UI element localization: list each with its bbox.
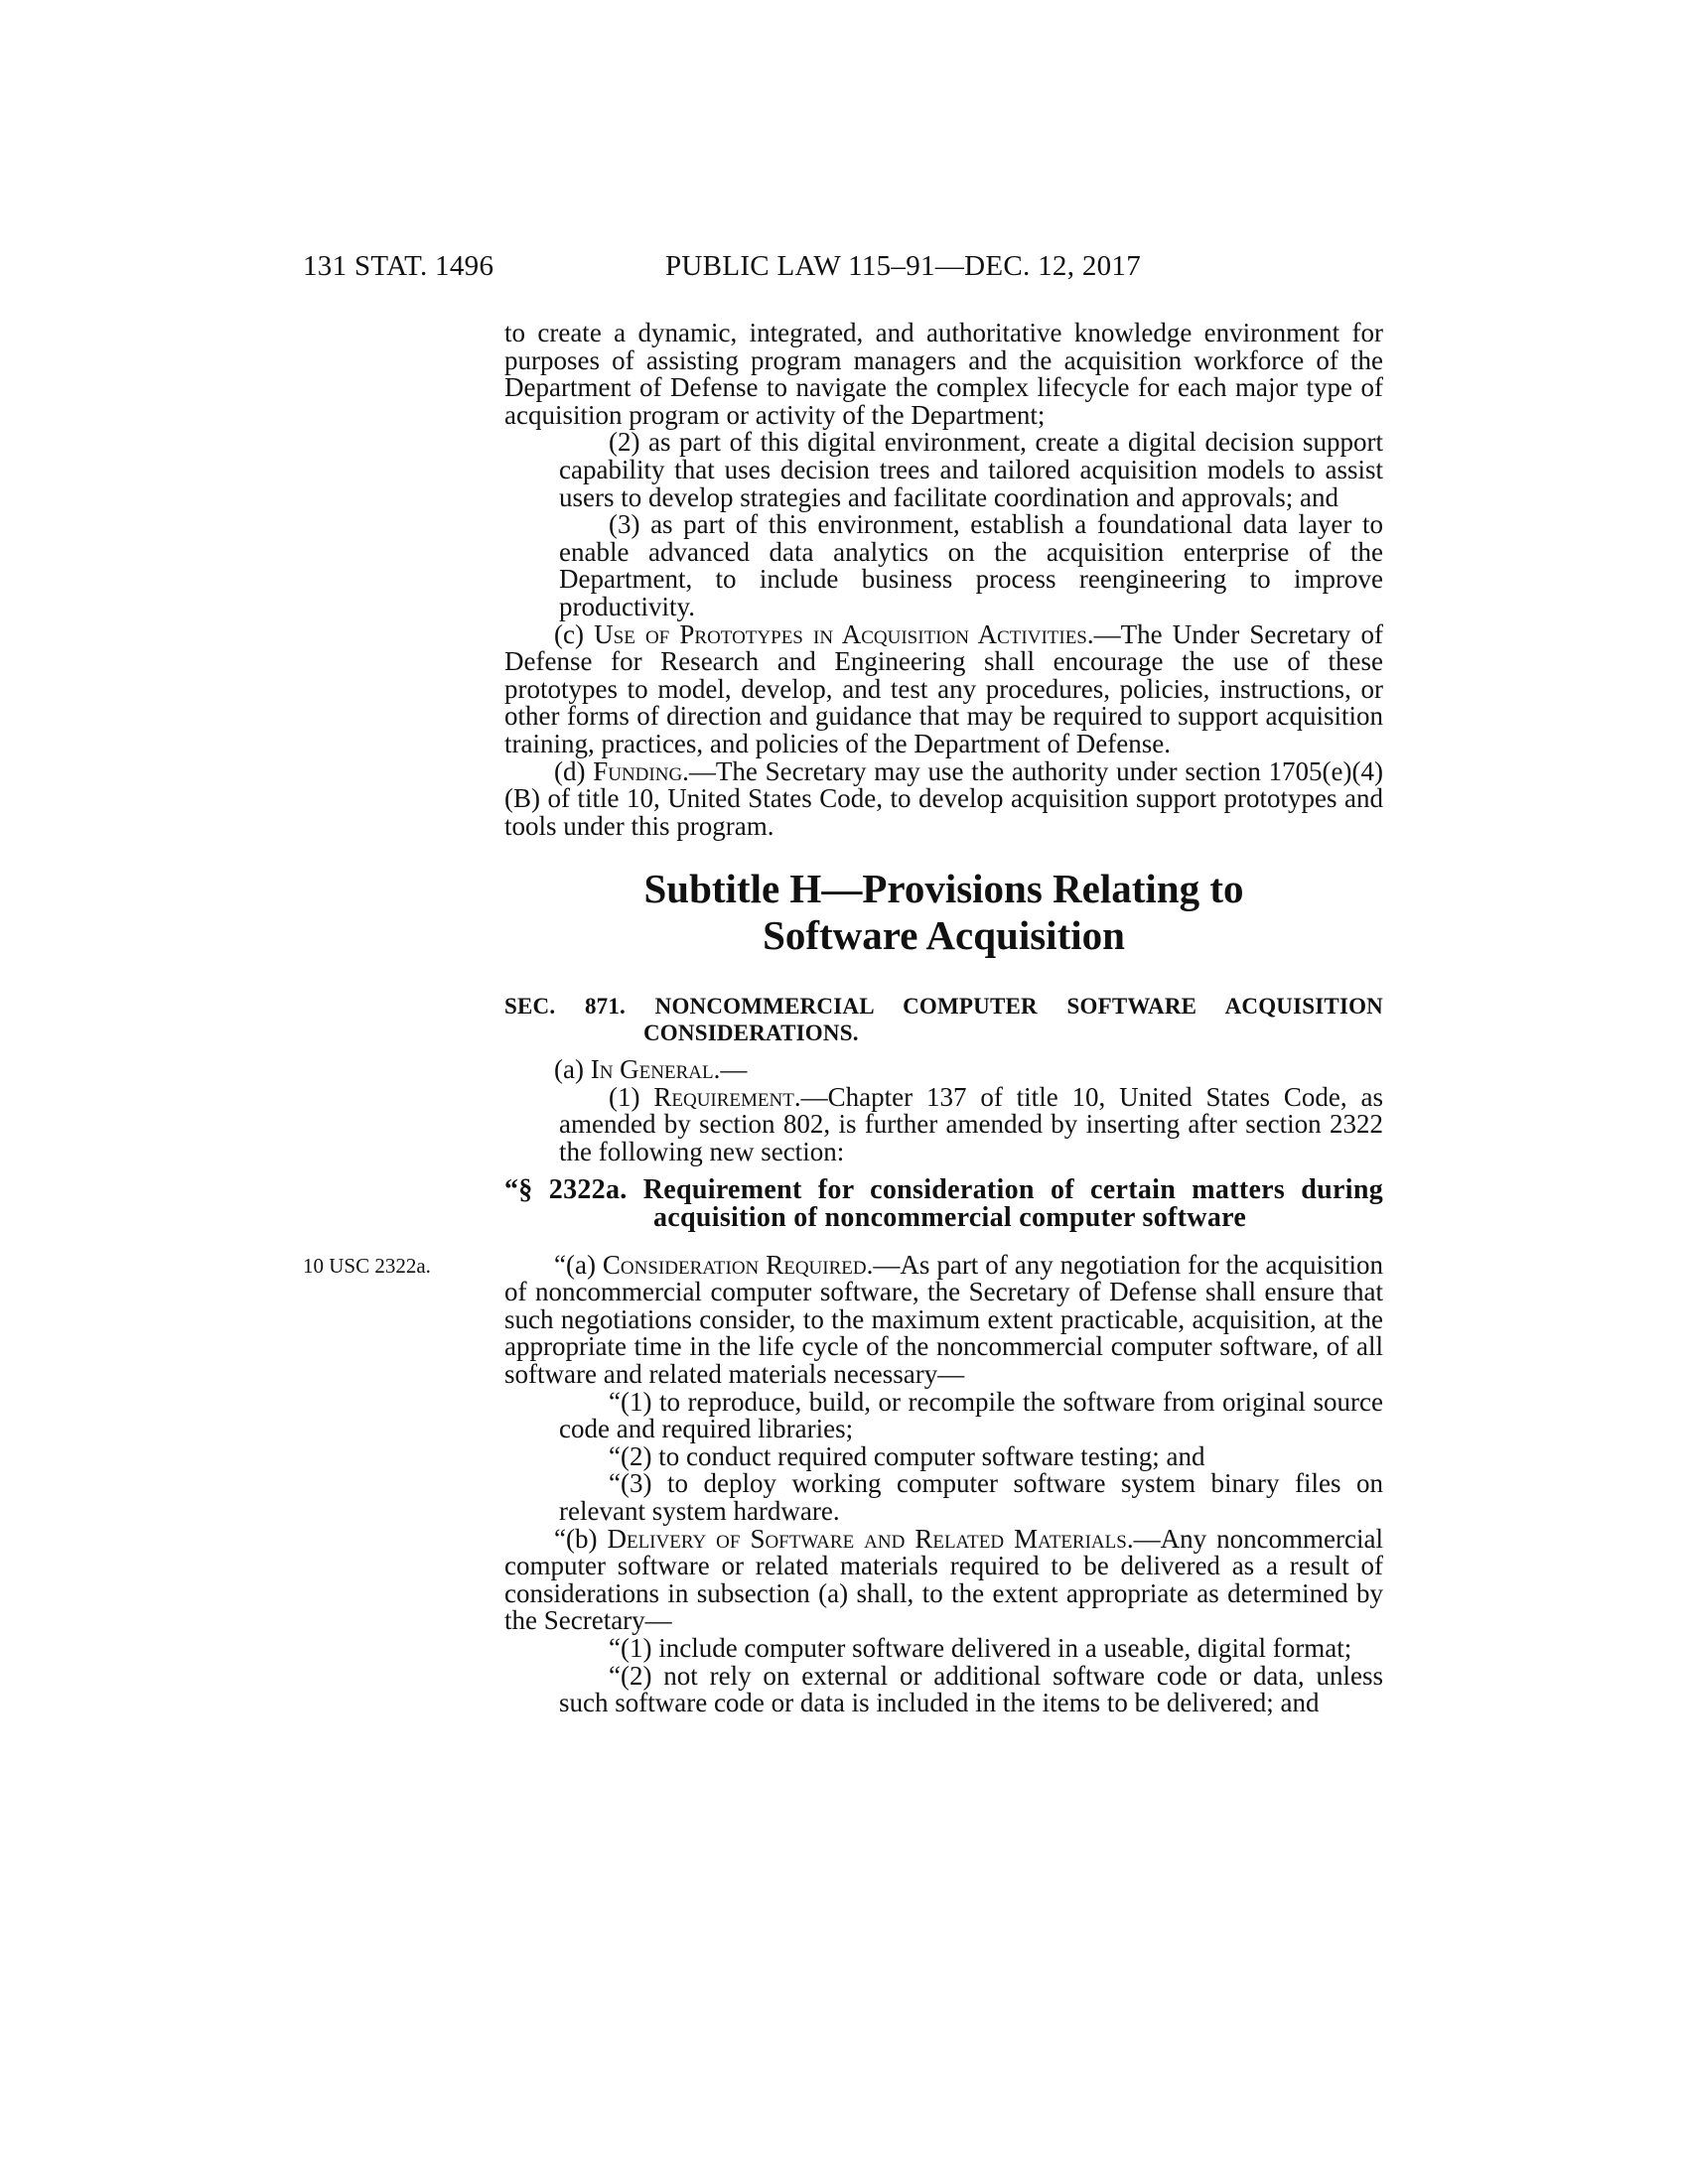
section-871-heading: SEC. 871. NONCOMMERCIAL COMPUTER SOFTWARE ACQUISITION CONSIDERATIONS. <box>504 994 1383 1046</box>
subsection-c-heading: Use of Prototypes in Acquisition Activities <box>594 618 1087 649</box>
public-law-citation: PUBLIC LAW 115–91—DEC. 12, 2017 <box>665 250 1142 282</box>
subsection-c-label: (c) <box>554 618 595 649</box>
subsection-a-label: (a) <box>554 1054 591 1085</box>
page-header <box>303 250 1385 290</box>
subsection-a-dash: .— <box>713 1054 748 1085</box>
subsection-d-text: .—The Secretary may use the authority under section 1705(e)(4)(B) of title 10, United States Code, to develop acquisition support prototypes and tools under this program. <box>504 755 1383 841</box>
subsection-d-heading: Funding <box>593 755 683 786</box>
subsection-c-text: .—The Under Secretary of Defense for Research and Engineering shall encourage the use of these prototypes to model, develop, and test any procedures, policies, instructions, or other forms of direction and guidance that may be required to support acquisition training, practices, and policies of the Department of Defense. <box>504 618 1383 758</box>
new-subsection-a-label: “(a) <box>554 1249 603 1280</box>
new-paragraph-a2: “(2) to conduct required computer software testing; and <box>609 1440 1205 1471</box>
subsection-d <box>504 755 1383 841</box>
paragraph-continued: to create a dynamic, integrated, and authoritative knowledge environment for purposes of assisting program managers and the acquisition workforce of the Department of Defense to navigate the complex lifecycle for each major type of acquisition program or activity of the Department; <box>504 318 1383 430</box>
paragraph-a1-text: .—Chapter 137 of title 10, United States Code, as amended by section 802, is further amended by inserting after section 2322 the following new section: <box>559 1081 1383 1167</box>
paragraph-item-3: (3) as part of this environment, establish a foundational data layer to enable advanced data analytics on the acquisition enterprise of the Department, to include business process reengineering to improve productivity. <box>559 509 1383 621</box>
statute-page-number: 131 STAT. 1496 <box>303 250 494 282</box>
new-subsection-b-label: “(b) <box>554 1523 608 1554</box>
new-subsection-b <box>504 1523 1384 1636</box>
usc-margin-note: 10 USC 2322a. <box>303 1254 431 1278</box>
paragraph-a1-heading: Requirement <box>653 1081 794 1112</box>
subsection-a-heading: In General <box>590 1054 714 1085</box>
document-body <box>504 320 1383 1717</box>
subsection-d-label: (d) <box>554 755 594 786</box>
new-subsection-b-text: .—Any noncommercial computer software or related materials required to be delivered as a result of considerations in subsection (a) shall, to the extent appropriate as determined by the Secretary— <box>504 1523 1384 1636</box>
new-subsection-a-heading: Consideration Required <box>602 1249 867 1280</box>
new-subsection-a <box>504 1249 1383 1390</box>
new-paragraph-b2: “(2) not rely on external or additional software code or data, unless such software code or data is included in the items to be delivered; and <box>559 1660 1383 1718</box>
paragraph-a1 <box>504 1081 1383 1167</box>
new-paragraph-a3: “(3) to deploy working computer software system binary files on relevant system hardware. <box>559 1468 1383 1526</box>
paragraph-a1-label: (1) <box>609 1081 654 1112</box>
new-subsection-b-heading: Delivery of Software and Related Materials <box>607 1523 1127 1554</box>
subsection-c <box>504 618 1383 758</box>
new-paragraph-b1: “(1) include computer software delivered in a useable, digital format; <box>609 1632 1352 1663</box>
new-subsection-a-text: .—As part of any negotiation for the acquisition of noncommercial computer software, the Secretary of Defense shall ensure that such negotiations consider, to the maximum extent practicable, acquisition, at the appropriate time in the life cycle of the noncommercial computer software, of all software and related materials necessary— <box>504 1249 1383 1390</box>
subtitle-heading <box>504 866 1383 959</box>
subsection-a <box>504 1056 1383 1084</box>
subtitle-line-2: Software Acquisition <box>763 912 1125 959</box>
new-paragraph-a1: “(1) to reproduce, build, or recompile the software from original source code and required libraries; <box>559 1386 1383 1444</box>
section-2322a-heading: “§ 2322a. Requirement for consideration of certain matters during acquisition of noncommercial computer software <box>504 1173 1383 1233</box>
subtitle-line-1: Subtitle H—Provisions Relating to <box>643 866 1244 912</box>
paragraph-item-2: (2) as part of this digital environment, create a digital decision support capability that uses decision trees and tailored acquisition models to assist users to develop strategies and facilitate coordination and approvals; and <box>559 427 1383 512</box>
